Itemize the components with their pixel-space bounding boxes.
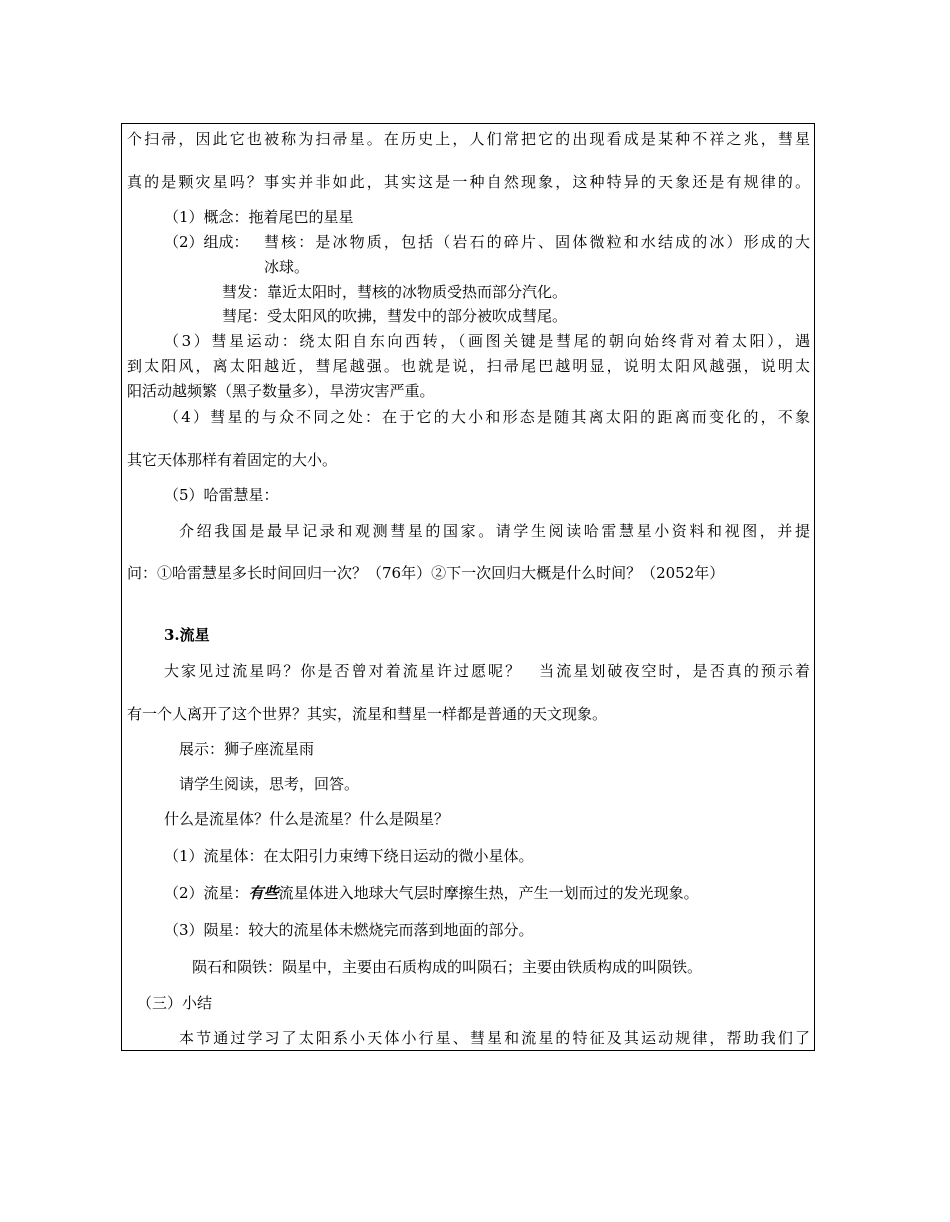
summary-line: 本节通过学习了太阳系小天体小行星、彗星和流星的特征及其运动规律，帮助我们了 (179, 1029, 810, 1047)
paragraph-line: 到太阳风，离太阳越近，彗尾越强。也就是说，扫帚尾巴越明显，说明太阳风越强，说明太 (127, 357, 810, 375)
meteorite-types-line: 陨石和陨铁：陨星中，主要由石质构成的叫陨石；主要由铁质构成的叫陨铁。 (192, 958, 703, 976)
paragraph-line: 其它天体那样有着固定的大小。 (127, 451, 338, 469)
meteor-definition: 流星体进入地球大气层时摩擦生热，产生一划而过的发光现象。 (278, 884, 699, 902)
list-item-meteoroid: （1）流星体：在太阳引力束缚下绕日运动的微小星体。 (164, 847, 534, 865)
section-heading-meteor: 3.流星 (164, 626, 210, 644)
tail-line: 彗尾：受太阳风的吹拂，彗发中的部分被吹成彗尾。 (222, 307, 568, 325)
meteor-label: （2）流星： (164, 884, 249, 902)
instruction-line: 请学生阅读，思考，回答。 (179, 775, 360, 793)
paragraph-line: 真的是颗灾星吗？事实并非如此，其实这是一种自然现象，这种特异的天象还是有规律的。 (127, 173, 810, 191)
paragraph-line: 有一个人离开了这个世界？其实，流星和彗星一样都是普通的天文现象。 (127, 705, 608, 723)
emphasis-text: 有些 (248, 884, 279, 902)
list-item-meteorite: （3）陨星：较大的流星体未燃烧完而落到地面的部分。 (164, 921, 534, 939)
section-heading-summary: （三）小结 (137, 994, 213, 1012)
halley-question-line: 问：①哈雷慧星多长时间回归一次？（76年）②下一次回归大概是什么时间？（2052年） (127, 564, 725, 582)
list-item-meteor (164, 883, 699, 903)
halley-intro-line: 介绍我国是最早记录和观测彗星的国家。请学生阅读哈雷慧星小资料和视图，并提 (179, 522, 810, 540)
list-item-halley: （5）哈雷慧星： (164, 486, 279, 504)
comet-nucleus-line: 冰球。 (264, 258, 310, 276)
content-table-cell (121, 123, 815, 1051)
question-line: 什么是流星体？什么是流星？什么是陨星？ (164, 810, 450, 828)
comet-motion-line: （3）彗星运动：绕太阳自东向西转，（画图关键是彗尾的朝向始终背对着太阳），遇 (164, 332, 810, 350)
comet-uniqueness-line: （4）彗星的与众不同之处：在于它的大小和形态是随其离太阳的距离而变化的，不象 (164, 408, 810, 426)
meteor-intro-line: 大家见过流星吗？你是否曾对着流星许过愿呢？ 当流星划破夜空时，是否真的预示着 (164, 662, 810, 680)
paragraph-line: 个扫帚，因此它也被称为扫帚星。在历史上，人们常把它的出现看成是某种不祥之兆，彗星 (127, 130, 810, 148)
coma-line: 彗发：靠近太阳时，彗核的冰物质受热而部分汽化。 (222, 283, 568, 301)
comet-nucleus-line: 彗核：是冰物质，包括（岩石的碎片、固体微粒和水结成的冰）形成的大 (264, 233, 810, 251)
show-line: 展示：狮子座流星雨 (179, 740, 315, 758)
list-item-composition: （2）组成： (164, 233, 249, 251)
paragraph-line: 阳活动越频繁（黑子数量多），旱涝灾害严重。 (127, 382, 435, 400)
list-item-concept: （1）概念：拖着尾巴的星星 (164, 208, 354, 226)
